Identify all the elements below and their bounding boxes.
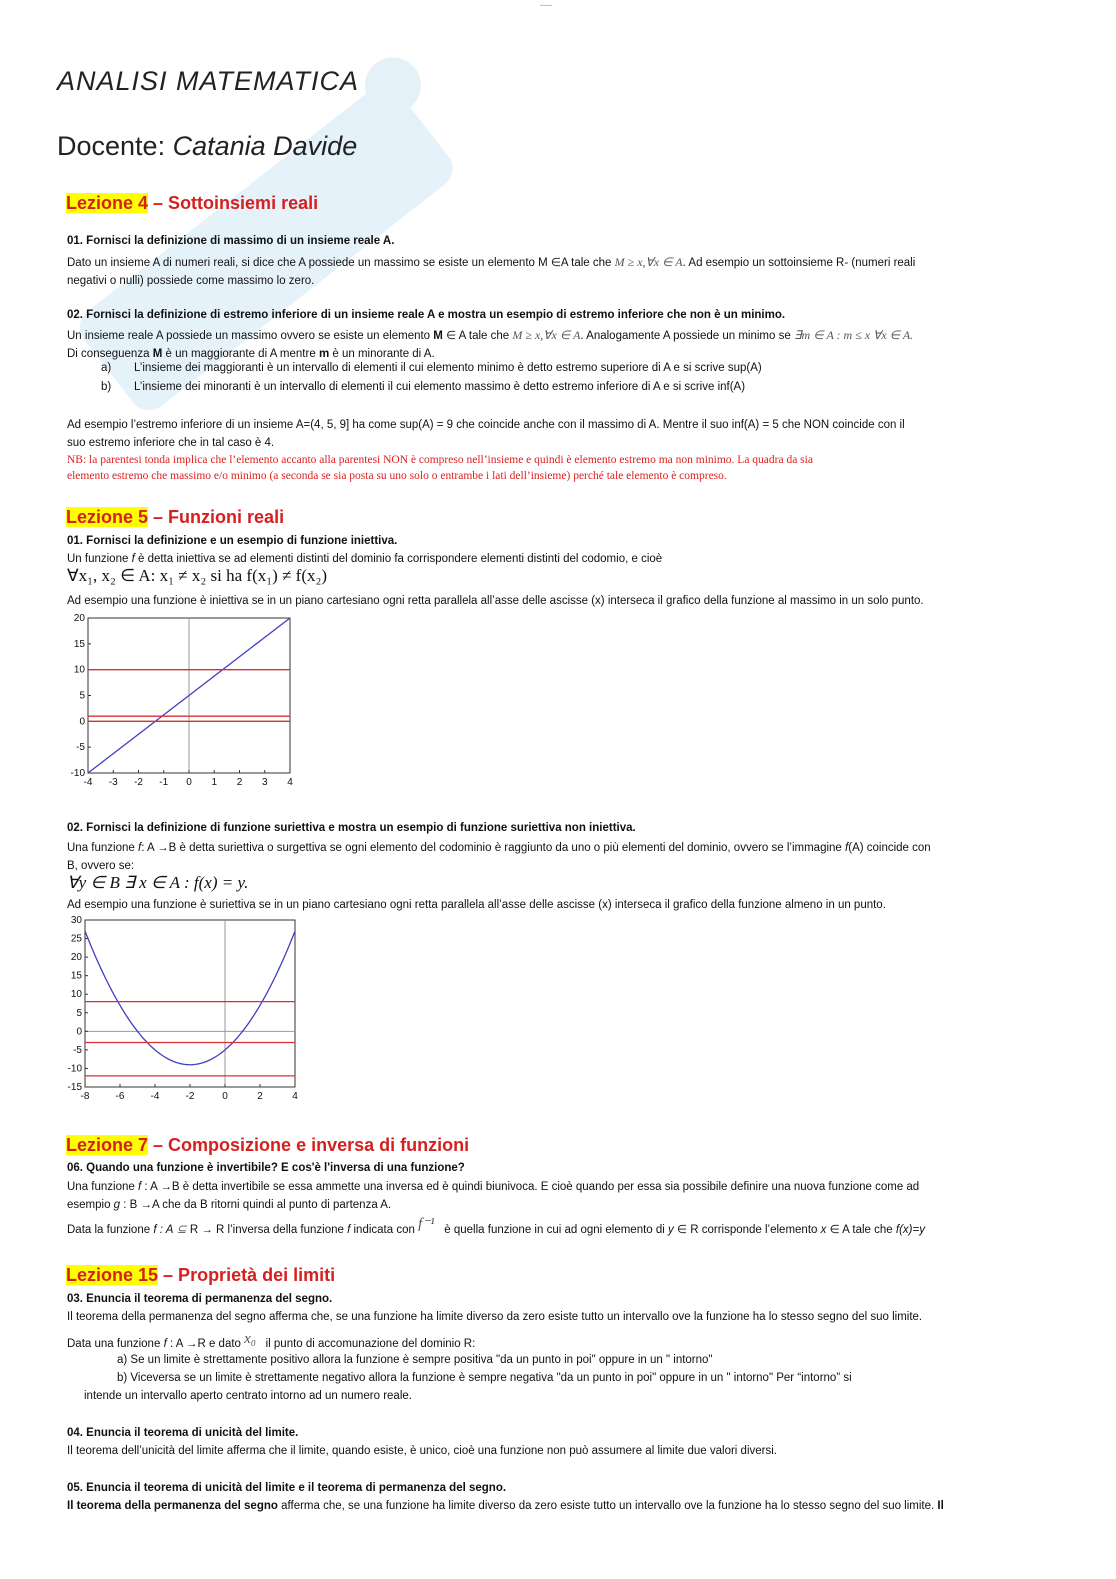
injective-formula: ∀x₁, x₂ ∈ A: x₁ ≠ x₂ si ha f(x₁) ≠ f(x₂) <box>67 566 328 585</box>
answer-text: è un maggiorante di A mentre <box>165 348 316 360</box>
example-injective: Ad esempio una funzione è iniettiva se in un piano cartesiano ogni retta parallela all’asse delle ascisse (x) interseca il grafico della funzione al massimo in un solo punto. <box>67 595 924 607</box>
answer-text: Ad esempio l’estremo inferiore di un insieme A=(4, 5, 9] ha come sup(A) = 9 che coincide anche con il massimo di A. Mentre il suo inf(A) = 5 che NON coincide con il <box>67 419 905 431</box>
example-l4 <box>67 416 1046 452</box>
inverse-definition <box>67 1216 1046 1239</box>
answer-text: : A <box>159 1224 174 1236</box>
list-item: L’insieme dei maggioranti è un intervallo di elementi il cui elemento minimo è detto estremo superiore di A e si scrive sup(A) <box>134 362 762 374</box>
lesson-4-heading <box>66 193 318 214</box>
x0-symbol: x₀ <box>244 1331 257 1347</box>
answer-l15-04: Il teorema dell’unicità del limite afferma che il limite, quando esiste, è unico, cioè una funzione non può assumere al limite due valori diversi. <box>67 1445 777 1457</box>
x-tick-label: -3 <box>108 777 118 788</box>
x-tick-label: 4 <box>292 1091 298 1102</box>
lesson-7-title: – Composizione e inversa di funzioni <box>153 1135 470 1155</box>
lesson-5-heading <box>66 507 284 528</box>
answer-bold: Il teorema della permanenza del segno <box>67 1500 278 1512</box>
y-tick-label: -5 <box>76 742 85 754</box>
x-tick-label: -2 <box>134 777 143 788</box>
answer-text: Di conseguenza <box>67 348 150 360</box>
answer-text: (A) coincide con <box>848 842 931 854</box>
answer-text: ∈ R corrisponde l’elemento <box>677 1224 818 1236</box>
y-tick-label: 10 <box>73 664 85 676</box>
x-tick-label: -4 <box>83 777 93 788</box>
answer-l7-06 <box>67 1178 1046 1214</box>
answer-text: : A →R e dato <box>169 1338 241 1350</box>
example-surjective: Ad esempio una funzione è suriettiva se in un piano cartesiano ogni retta parallela all’asse delle ascisse (x) interseca il grafico della funzione almeno in un punto. <box>67 899 886 911</box>
y-tick-label: 5 <box>79 690 85 702</box>
x-tick-label: -4 <box>150 1091 160 1102</box>
y-tick-label: 20 <box>70 952 82 964</box>
note-nb <box>67 452 1046 484</box>
answer-l15-03-b <box>67 1331 1046 1353</box>
y-tick-label: 25 <box>70 933 82 945</box>
answer-italic: f <box>153 1224 157 1236</box>
answer-text: è quella funzione in cui ad ogni elemento di <box>444 1224 665 1236</box>
x-tick-label: 2 <box>257 1091 263 1102</box>
answer-italic: y <box>668 1224 674 1236</box>
answer-text: B, ovvero se: <box>67 860 135 872</box>
y-tick-label: -10 <box>70 768 85 779</box>
x-tick-label: 2 <box>236 777 243 788</box>
y-tick-label: -10 <box>67 1063 82 1075</box>
answer-italic: x <box>820 1224 827 1236</box>
answer-bold: m <box>318 348 330 360</box>
x-tick-label: -8 <box>80 1091 90 1102</box>
y-tick-label: 0 <box>79 716 85 728</box>
answer-text: : B →A che da B ritorni quindi al punto di partenza A. <box>123 1199 392 1211</box>
answer-italic: f <box>137 842 142 854</box>
answer-bold: M <box>152 348 163 360</box>
lesson-15-heading <box>66 1265 335 1286</box>
answer-text: : A →B è detta invertibile se essa ammette una inversa ed è quindi biunivoca. E cioè quando per essa sia possibile definire una nuova funzione come ad <box>144 1181 920 1193</box>
answer-bold: M <box>433 330 443 342</box>
lesson-15-label: Lezione 15 <box>66 1265 159 1285</box>
max-formula: M ≥ x,∀x ∈ A <box>512 328 581 342</box>
question-l5-02: 02. Fornisci la definizione di funzione suriettiva e mostra un esempio di funzione suriettiva non iniettiva. <box>67 822 636 834</box>
y-tick-label: -5 <box>73 1044 82 1056</box>
list-item: L’insieme dei minoranti è un intervallo di elementi il cui elemento massimo è detto estremo inferiore di A e si scrive inf(A) <box>134 381 746 393</box>
answer-text: Dato un insieme A di numeri reali, si dice che A possiede un massimo se esiste un elemento M ∈A tale che <box>67 257 612 269</box>
question-l15-04: 04. Enuncia il teorema di unicità del limite. <box>67 1427 299 1439</box>
answer-text: ∈ A tale che <box>829 1224 893 1236</box>
question-l7-06: 06. Quando una funzione è invertibile? E cos'è l'inversa di una funzione? <box>67 1162 465 1174</box>
list-item-label: b) <box>101 381 112 393</box>
y-tick-label: 20 <box>73 613 85 624</box>
question-l4-02: 02. Fornisci la definizione di estremo inferiore di un insieme reale A e mostra un esempio di estremo inferiore che non è un minimo. <box>67 309 786 321</box>
x-tick-label: 4 <box>287 777 293 788</box>
list-item: a) Se un limite è strettamente positivo allora la funzione è sempre positiva "da un punto in poi" oppure in un " intorno" <box>117 1354 713 1366</box>
y-tick-label: 5 <box>76 1007 82 1019</box>
answer-l15-03: Il teorema della permanenza del segno afferma che, se una funzione ha limite diverso da zero esiste tutto un intervallo ove la funzione ha lo stesso segno del suo limite. <box>67 1311 923 1323</box>
answer-text: : A →B è detta suriettiva o surgettiva se ogni elemento del codominio è raggiunto da uno o più elementi del dominio, ovvero se l’immagine <box>141 842 842 854</box>
question-l15-05: 05. Enuncia il teorema di unicità del limite e il teorema di permanenza del segno. <box>67 1482 507 1494</box>
subset-symbol: ⊆ <box>176 1222 187 1236</box>
surjective-function-chart <box>58 912 303 1104</box>
lesson-7-heading <box>66 1135 469 1156</box>
note-text: NB: la parentesi tonda implica che l’elemento accanto alla parentesi NON è compreso nell’insieme e quindi è elemento estremo ma non minimo. La quadra da sia <box>67 454 813 466</box>
teacher-label: Docente: <box>57 131 166 161</box>
min-formula: ∃m ∈ A : m ≤ x ∀x ∈ A. <box>793 328 914 342</box>
answer-italic: f <box>137 1181 142 1193</box>
list-item: b) Viceversa se un limite è strettamente negativo allora la funzione è sempre negativa "da un punto in poi" oppure in un " intorno" Per “intorno” si <box>117 1372 852 1384</box>
teacher-line <box>57 131 357 162</box>
lesson-4-label: Lezione 4 <box>66 193 149 213</box>
inverse-function-symbol: f⁻¹ <box>418 1216 435 1232</box>
answer-bold: Il <box>937 1500 944 1512</box>
lesson-7-label: Lezione 7 <box>66 1135 149 1155</box>
document-title: ANALISI MATEMATICA <box>57 66 360 96</box>
y-tick-label: 15 <box>70 970 82 982</box>
lesson-4-title: – Sottoinsiemi reali <box>153 193 319 213</box>
lesson-5-label: Lezione 5 <box>66 507 149 527</box>
answer-text: Una funzione <box>67 1181 135 1193</box>
answer-italic: f <box>163 1338 167 1350</box>
x-tick-label: 0 <box>186 777 192 788</box>
answer-text: Data una funzione <box>67 1338 161 1350</box>
lesson-5-title: – Funzioni reali <box>153 507 285 527</box>
surjective-formula: ∀y ∈ B ∃ x ∈ A : f(x) = y. <box>67 873 249 892</box>
answer-italic: f(x)=y <box>895 1224 925 1236</box>
y-tick-label: 15 <box>73 638 85 650</box>
y-tick-label: 10 <box>70 989 82 1001</box>
answer-l4-02 <box>67 326 1046 363</box>
x-tick-label: 1 <box>211 777 218 788</box>
question-l5-01: 01. Fornisci la definizione e un esempio di funzione iniettiva. <box>67 535 398 547</box>
x-tick-label: -2 <box>185 1091 195 1102</box>
answer-italic: f <box>131 553 135 565</box>
answer-italic: g <box>113 1199 121 1211</box>
answer-text: Data la funzione <box>67 1224 151 1236</box>
answer-text: Un funzione <box>67 553 129 565</box>
answer-text: esempio <box>67 1199 111 1211</box>
teacher-name: Catania Davide <box>172 131 358 161</box>
answer-text: il punto di accomunazione del dominio R: <box>265 1338 476 1350</box>
x-tick-label: -1 <box>159 777 169 788</box>
note-text: elemento estremo che massimo e/o minimo (a seconda se sia posta su uno solo o entrambe i lati dell’insieme) perché tale elemento è compreso. <box>67 470 727 482</box>
answer-text: Un insieme reale A possiede un massimo ovvero se esiste un elemento <box>67 330 431 342</box>
list-item: intende un intervallo aperto centrato intorno ad un numero reale. <box>84 1390 412 1402</box>
max-formula: M ≥ x,∀x ∈ A <box>614 255 683 269</box>
x-tick-label: 0 <box>222 1091 228 1102</box>
answer-text: suo estremo inferiore che in tal caso è 4. <box>67 437 275 449</box>
injective-function-chart <box>58 610 303 800</box>
x-tick-label: 3 <box>261 777 268 788</box>
answer-l4-01 <box>67 253 1046 290</box>
answer-text: Una funzione <box>67 842 135 854</box>
answer-italic: f <box>347 1224 351 1236</box>
y-tick-label: 30 <box>70 915 82 926</box>
answer-l5-02 <box>67 839 1046 875</box>
lesson-15-title: – Proprietà dei limiti <box>163 1265 336 1285</box>
answer-text: ∈ A tale che <box>446 330 510 342</box>
answer-text: afferma che, se una funzione ha limite diverso da zero esiste tutto un intervallo ove la funzione ha lo stesso segno del suo limite. <box>281 1500 935 1512</box>
question-l15-03: 03. Enuncia il teorema di permanenza del segno. <box>67 1293 333 1305</box>
list-item-label: a) <box>101 362 112 374</box>
answer-text: è un minorante di A. <box>332 348 435 360</box>
y-tick-label: 0 <box>76 1026 82 1038</box>
answer-text: negativi o nulli) possiede come massimo lo zero. <box>67 275 315 287</box>
answer-l15-05 <box>67 1497 1046 1515</box>
y-tick-label: -15 <box>67 1082 82 1093</box>
answer-text: è detta iniettiva se ad elementi distinti del dominio fa corrispondere elementi distinti del codomio, e cioè <box>137 553 663 565</box>
answer-text: . Analogamente A possiede un minimo se <box>580 330 791 342</box>
answer-text: . Ad esempio un sottoinsieme R- (numeri reali <box>682 257 916 269</box>
plot-frame <box>85 920 295 1087</box>
answer-italic: f <box>845 842 849 854</box>
page-top-mark: ---- <box>540 0 552 10</box>
answer-text: indicata con <box>353 1224 415 1236</box>
question-l4-01: 01. Fornisci la definizione di massimo di un insieme reale A. <box>67 235 395 247</box>
x-tick-label: -6 <box>115 1091 125 1102</box>
answer-text: R → R l’inversa della funzione <box>189 1224 344 1236</box>
